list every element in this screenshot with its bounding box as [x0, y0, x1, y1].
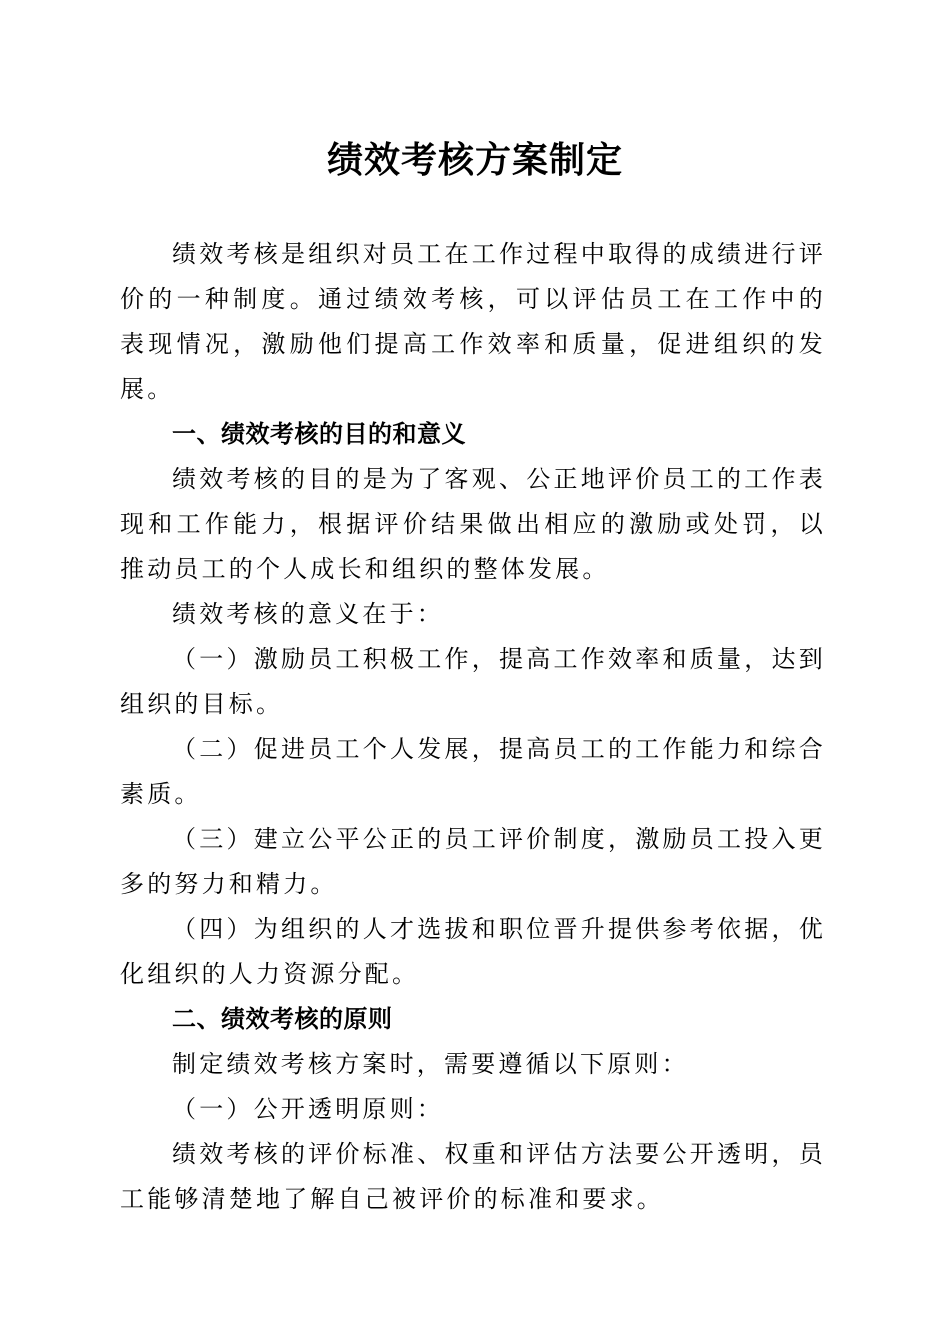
significance-item-4: （四）为组织的人才选拔和职位晋升提供参考依据，优化组织的人力资源分配。 — [120, 915, 826, 988]
principles-lead: 制定绩效考核方案时，需要遵循以下原则： — [172, 1050, 689, 1078]
section-1-heading: 一、绩效考核的目的和意义 — [172, 420, 466, 448]
principle-1-text: 绩效考核的评价标准、权重和评估方法要公开透明，员工能够清楚地了解自己被评价的标准和要求。 — [120, 1140, 826, 1213]
purpose-paragraph: 绩效考核的目的是为了客观、公正地评价员工的工作表现和工作能力，根据评价结果做出相应的激励或处罚，以推动员工的个人成长和组织的整体发展。 — [120, 465, 826, 583]
significance-item-2: （二）促进员工个人发展，提高员工的工作能力和综合素质。 — [120, 735, 826, 808]
document-title: 绩效考核方案制定 — [326, 139, 623, 181]
significance-lead: 绩效考核的意义在于： — [172, 600, 444, 628]
principle-1-title: （一）公开透明原则： — [172, 1095, 444, 1123]
significance-item-1: （一）激励员工积极工作，提高工作效率和质量，达到组织的目标。 — [120, 645, 826, 718]
intro-paragraph: 绩效考核是组织对员工在工作过程中取得的成绩进行评价的一种制度。通过绩效考核，可以评估员工在工作中的表现情况，激励他们提高工作效率和质量，促进组织的发展。 — [120, 240, 826, 403]
significance-item-3: （三）建立公平公正的员工评价制度，激励员工投入更多的努力和精力。 — [120, 825, 826, 898]
section-2-heading: 二、绩效考核的原则 — [172, 1005, 393, 1033]
